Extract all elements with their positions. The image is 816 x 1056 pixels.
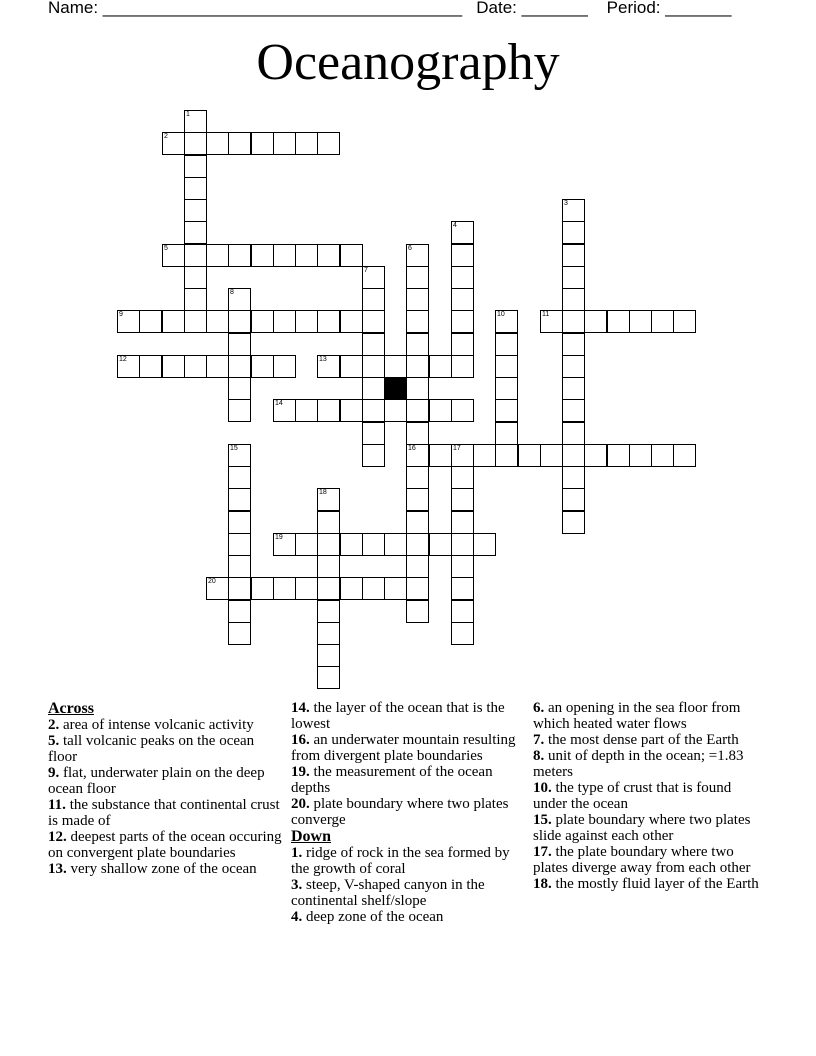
crossword-cell[interactable] (228, 577, 251, 600)
crossword-cell[interactable] (406, 600, 429, 623)
crossword-cell[interactable] (273, 132, 296, 155)
clue-item (48, 733, 284, 765)
clue-item (533, 844, 769, 876)
crossword-cell[interactable] (184, 244, 207, 267)
crossword-cell[interactable] (362, 310, 385, 333)
crossword-cell[interactable] (673, 310, 696, 333)
cell-number: 2 (164, 133, 168, 140)
cell-number: 7 (364, 267, 368, 274)
crossword-cell[interactable] (317, 533, 340, 556)
crossword-cell[interactable] (406, 377, 429, 400)
cell-number: 8 (230, 289, 234, 296)
crossword-cell[interactable] (562, 511, 585, 534)
crossword-cell[interactable] (139, 355, 162, 378)
clue-number: 16. (291, 732, 310, 748)
crossword-cell[interactable] (562, 310, 585, 333)
crossword-cell[interactable] (228, 533, 251, 556)
crossword-cell[interactable] (117, 355, 140, 378)
crossword-cell[interactable] (228, 132, 251, 155)
crossword-cell[interactable] (362, 355, 385, 378)
clue-number: 4. (291, 909, 303, 925)
clue-column-3 (533, 700, 769, 892)
crossword-cell[interactable] (251, 244, 274, 267)
cell-number: 20 (208, 578, 216, 585)
crossword-cell[interactable] (562, 399, 585, 422)
clue-item (533, 700, 769, 732)
crossword-cell[interactable] (406, 355, 429, 378)
crossword-cell[interactable] (362, 422, 385, 445)
crossword-cell[interactable] (317, 555, 340, 578)
crossword-cell[interactable] (429, 533, 452, 556)
crossword-cell[interactable] (340, 355, 363, 378)
crossword-cell[interactable] (184, 310, 207, 333)
clue-text: the layer of the ocean that is the lowest (291, 700, 505, 732)
clue-number: 5. (48, 733, 60, 749)
crossword-cell[interactable] (562, 333, 585, 356)
clue-item (533, 748, 769, 780)
clue-number: 8. (533, 748, 545, 764)
clue-text: tall volcanic peaks on the ocean floor (48, 733, 255, 765)
crossword-cell[interactable] (228, 488, 251, 511)
clue-item (48, 829, 284, 861)
crossword-cell[interactable] (206, 310, 229, 333)
clue-number: 9. (48, 765, 60, 781)
crossword-cell[interactable] (562, 444, 585, 467)
crossword-cell[interactable] (562, 355, 585, 378)
clue-text: deepest parts of the ocean occuring on convergent plate boundaries (48, 829, 282, 861)
crossword-cell[interactable] (406, 422, 429, 445)
crossword-cell[interactable] (184, 221, 207, 244)
crossword-cell[interactable] (495, 399, 518, 422)
crossword-cell[interactable] (362, 577, 385, 600)
crossword-cell[interactable] (273, 399, 296, 422)
crossword-cell[interactable] (451, 310, 474, 333)
crossword-cell[interactable] (473, 533, 496, 556)
crossword-cell[interactable] (451, 555, 474, 578)
clue-text: area of intense volcanic activity (59, 717, 254, 733)
clue-text: the plate boundary where two plates diverge away from each other (533, 844, 751, 876)
clue-number: 13. (48, 861, 67, 877)
crossword-cell[interactable] (607, 310, 630, 333)
crossword-cell[interactable] (317, 622, 340, 645)
crossword-cell[interactable] (228, 622, 251, 645)
crossword-cell[interactable] (451, 577, 474, 600)
clue-item (291, 732, 527, 764)
crossword-cell[interactable] (340, 310, 363, 333)
clue-text: an underwater mountain resulting from divergent plate boundaries (291, 732, 516, 764)
cell-number: 18 (319, 489, 327, 496)
clue-item (48, 861, 284, 877)
crossword-cell[interactable] (562, 466, 585, 489)
crossword-cell[interactable] (362, 399, 385, 422)
clue-number: 7. (533, 732, 545, 748)
clue-number: 17. (533, 844, 552, 860)
clue-number: 20. (291, 796, 310, 812)
crossword-cell[interactable] (162, 132, 185, 155)
clue-item (291, 764, 527, 796)
crossword-cell[interactable] (584, 310, 607, 333)
crossword-cell[interactable] (406, 488, 429, 511)
crossword-cell[interactable] (317, 132, 340, 155)
crossword-cell[interactable] (429, 444, 452, 467)
crossword-cell[interactable] (162, 244, 185, 267)
crossword-cell[interactable] (228, 399, 251, 422)
clue-text: the type of crust that is found under the ocean (533, 780, 732, 812)
crossword-cell[interactable] (184, 199, 207, 222)
crossword-cell[interactable] (251, 577, 274, 600)
crossword-cell[interactable] (228, 466, 251, 489)
crossword-cell[interactable] (317, 666, 340, 689)
crossword-cell[interactable] (273, 310, 296, 333)
crossword-cell[interactable] (117, 310, 140, 333)
crossword-cell[interactable] (317, 600, 340, 623)
crossword-cell[interactable] (406, 533, 429, 556)
crossword-cell[interactable] (251, 132, 274, 155)
clue-text: an opening in the sea floor from which heated water flows (533, 700, 741, 732)
crossword-cell[interactable] (451, 288, 474, 311)
crossword-cell[interactable] (362, 266, 385, 289)
crossword-cell[interactable] (451, 333, 474, 356)
crossword-cell[interactable] (206, 355, 229, 378)
clue-number: 3. (291, 877, 303, 893)
clue-item (48, 765, 284, 797)
clue-text: unit of depth in the ocean; =1.83 meters (533, 748, 744, 780)
crossword-cell[interactable] (562, 266, 585, 289)
crossword-cell[interactable] (273, 577, 296, 600)
clue-text: the mostly fluid layer of the Earth (551, 876, 759, 892)
clue-text: the measurement of the ocean depths (291, 764, 493, 796)
crossword-cell[interactable] (228, 555, 251, 578)
crossword-cell[interactable] (451, 444, 474, 467)
crossword-cell[interactable] (540, 310, 563, 333)
clue-number: 2. (48, 717, 60, 733)
crossword-cell[interactable] (406, 511, 429, 534)
crossword-cell[interactable] (184, 177, 207, 200)
crossword-cell[interactable] (406, 310, 429, 333)
clue-text: plate boundary where two plates converge (291, 796, 509, 828)
crossword-cell[interactable] (317, 399, 340, 422)
down-heading: Down (291, 828, 332, 845)
crossword-cell[interactable] (451, 533, 474, 556)
crossword-cell[interactable] (362, 288, 385, 311)
crossword-cell[interactable] (340, 577, 363, 600)
clue-text: the substance that continental crust is made of (48, 797, 280, 829)
clue-item (533, 812, 769, 844)
clue-number: 18. (533, 876, 552, 892)
crossword-cell[interactable] (162, 310, 185, 333)
cell-number: 5 (164, 245, 168, 252)
crossword-cell[interactable] (406, 444, 429, 467)
crossword-cell[interactable] (184, 266, 207, 289)
crossword-cell[interactable] (607, 444, 630, 467)
crossword-cell[interactable] (317, 644, 340, 667)
crossword-cell[interactable] (451, 600, 474, 623)
crossword-cell[interactable] (629, 310, 652, 333)
crossword-cell[interactable] (495, 333, 518, 356)
crossword-cell[interactable] (562, 488, 585, 511)
crossword-cell[interactable] (273, 533, 296, 556)
across-clues-list-continued (291, 700, 527, 828)
crossword-cell[interactable] (495, 310, 518, 333)
crossword-cell[interactable] (184, 288, 207, 311)
clue-item (291, 877, 527, 909)
crossword-cell[interactable] (406, 333, 429, 356)
crossword-cell[interactable] (362, 533, 385, 556)
header-fields: Name: ______________________________________ Date: _______ Period: _______ (48, 0, 732, 17)
crossword-cell[interactable] (184, 155, 207, 178)
clue-item (291, 700, 527, 732)
clue-item (533, 780, 769, 812)
clue-number: 10. (533, 780, 552, 796)
crossword-cell[interactable] (451, 266, 474, 289)
crossword-cell[interactable] (317, 244, 340, 267)
clue-item (48, 717, 284, 733)
crossword-cell[interactable] (206, 577, 229, 600)
crossword-cell[interactable] (451, 221, 474, 244)
crossword-cell[interactable] (273, 355, 296, 378)
clue-text: flat, underwater plain on the deep ocean floor (48, 765, 265, 797)
clue-item (533, 876, 769, 892)
crossword-cell[interactable] (495, 444, 518, 467)
cell-number: 19 (275, 534, 283, 541)
crossword-cell[interactable] (317, 488, 340, 511)
crossword-cell[interactable] (295, 310, 318, 333)
crossword-cell[interactable] (228, 310, 251, 333)
cell-number: 1 (186, 111, 190, 118)
clue-number: 12. (48, 829, 67, 845)
crossword-cell[interactable] (228, 355, 251, 378)
crossword-cell[interactable] (228, 288, 251, 311)
crossword-cell[interactable] (495, 422, 518, 445)
crossword-cell[interactable] (451, 466, 474, 489)
cell-number: 13 (319, 356, 327, 363)
crossword-cell[interactable] (317, 355, 340, 378)
crossword-cell[interactable] (406, 555, 429, 578)
crossword-cell[interactable] (406, 399, 429, 422)
cell-number: 4 (453, 222, 457, 229)
crossword-cell[interactable] (406, 288, 429, 311)
clue-column-1 (48, 700, 284, 877)
cell-number: 16 (408, 445, 416, 452)
crossword-cell[interactable] (495, 377, 518, 400)
crossword-cell[interactable] (629, 444, 652, 467)
crossword-cell[interactable] (451, 511, 474, 534)
cell-number: 14 (275, 400, 283, 407)
cell-number: 15 (230, 445, 238, 452)
crossword-cell[interactable] (406, 244, 429, 267)
crossword-cell[interactable] (273, 244, 296, 267)
crossword-cell[interactable] (651, 444, 674, 467)
crossword-cell[interactable] (451, 399, 474, 422)
cell-number: 12 (119, 356, 127, 363)
clue-text: the most dense part of the Earth (544, 732, 739, 748)
crossword-cell[interactable] (406, 577, 429, 600)
crossword-cell[interactable] (451, 355, 474, 378)
crossword-cell[interactable] (495, 355, 518, 378)
clue-number: 19. (291, 764, 310, 780)
crossword-cell[interactable] (184, 110, 207, 133)
clue-item (291, 796, 527, 828)
crossword-cell[interactable] (228, 511, 251, 534)
crossword-cell[interactable] (451, 244, 474, 267)
clue-item (291, 909, 527, 925)
crossword-cell[interactable] (184, 355, 207, 378)
crossword-cell[interactable] (518, 444, 541, 467)
crossword-cell[interactable] (384, 533, 407, 556)
crossword-cell[interactable] (362, 333, 385, 356)
crossword-cell[interactable] (384, 577, 407, 600)
across-heading: Across (48, 700, 94, 717)
clue-number: 1. (291, 845, 303, 861)
crossword-cell[interactable] (340, 244, 363, 267)
clue-item (48, 797, 284, 829)
crossword-cell[interactable] (295, 533, 318, 556)
across-clues-list (48, 717, 284, 877)
clue-text: ridge of rock in the sea formed by the growth of coral (291, 845, 510, 877)
crossword-cell[interactable] (317, 511, 340, 534)
crossword-cell[interactable] (451, 622, 474, 645)
crossword-cell[interactable] (429, 355, 452, 378)
crossword-cell[interactable] (228, 377, 251, 400)
crossword-cell[interactable] (562, 244, 585, 267)
crossword-cell[interactable] (317, 577, 340, 600)
crossword-cell[interactable] (228, 333, 251, 356)
crossword-cell[interactable] (340, 399, 363, 422)
down-clues-list-continued (533, 700, 769, 892)
clue-text: plate boundary where two plates slide against each other (533, 812, 751, 844)
crossword-cell[interactable] (228, 444, 251, 467)
clue-number: 11. (48, 797, 66, 813)
cell-number: 6 (408, 245, 412, 252)
crossword-cell[interactable] (384, 355, 407, 378)
crossword-cell[interactable] (340, 533, 363, 556)
crossword-cell[interactable] (295, 577, 318, 600)
crossword-cell[interactable] (228, 600, 251, 623)
clue-text: steep, V-shaped canyon in the continental shelf/slope (291, 877, 485, 909)
clue-text: very shallow zone of the ocean (66, 861, 257, 877)
crossword-cell[interactable] (562, 422, 585, 445)
crossword-cell[interactable] (406, 266, 429, 289)
crossword-cell[interactable] (251, 310, 274, 333)
clue-item (533, 732, 769, 748)
clue-text: deep zone of the ocean (302, 909, 444, 925)
crossword-cell[interactable] (673, 444, 696, 467)
crossword-cell[interactable] (562, 199, 585, 222)
crossword-cell[interactable] (206, 132, 229, 155)
crossword-cell[interactable] (562, 288, 585, 311)
clue-column-2 (291, 700, 527, 925)
crossword-cell[interactable] (317, 310, 340, 333)
black-cell (384, 377, 407, 400)
crossword-cell[interactable] (473, 444, 496, 467)
cell-number: 3 (564, 200, 568, 207)
crossword-cell[interactable] (406, 466, 429, 489)
clue-item (291, 845, 527, 877)
crossword-cell[interactable] (362, 377, 385, 400)
crossword-cell[interactable] (584, 444, 607, 467)
cell-number: 10 (497, 311, 505, 318)
crossword-cell[interactable] (295, 244, 318, 267)
crossword-cell[interactable] (139, 310, 162, 333)
crossword-cell[interactable] (206, 244, 229, 267)
down-clues-list (291, 845, 527, 925)
crossword-cell[interactable] (384, 399, 407, 422)
page-title: Oceanography (256, 34, 560, 91)
crossword-cell[interactable] (651, 310, 674, 333)
crossword-cell[interactable] (562, 377, 585, 400)
crossword-cell[interactable] (228, 244, 251, 267)
cell-number: 9 (119, 311, 123, 318)
crossword-cell[interactable] (429, 399, 452, 422)
crossword-cell[interactable] (184, 132, 207, 155)
crossword-cell[interactable] (451, 488, 474, 511)
cell-number: 17 (453, 445, 461, 452)
crossword-cell[interactable] (562, 221, 585, 244)
crossword-cell[interactable] (251, 355, 274, 378)
crossword-cell[interactable] (295, 399, 318, 422)
clue-number: 15. (533, 812, 552, 828)
crossword-cell[interactable] (162, 355, 185, 378)
clue-number: 14. (291, 700, 310, 716)
cell-number: 11 (542, 311, 550, 318)
crossword-cell[interactable] (295, 132, 318, 155)
clue-number: 6. (533, 700, 545, 716)
crossword-cell[interactable] (540, 444, 563, 467)
crossword-cell[interactable] (362, 444, 385, 467)
